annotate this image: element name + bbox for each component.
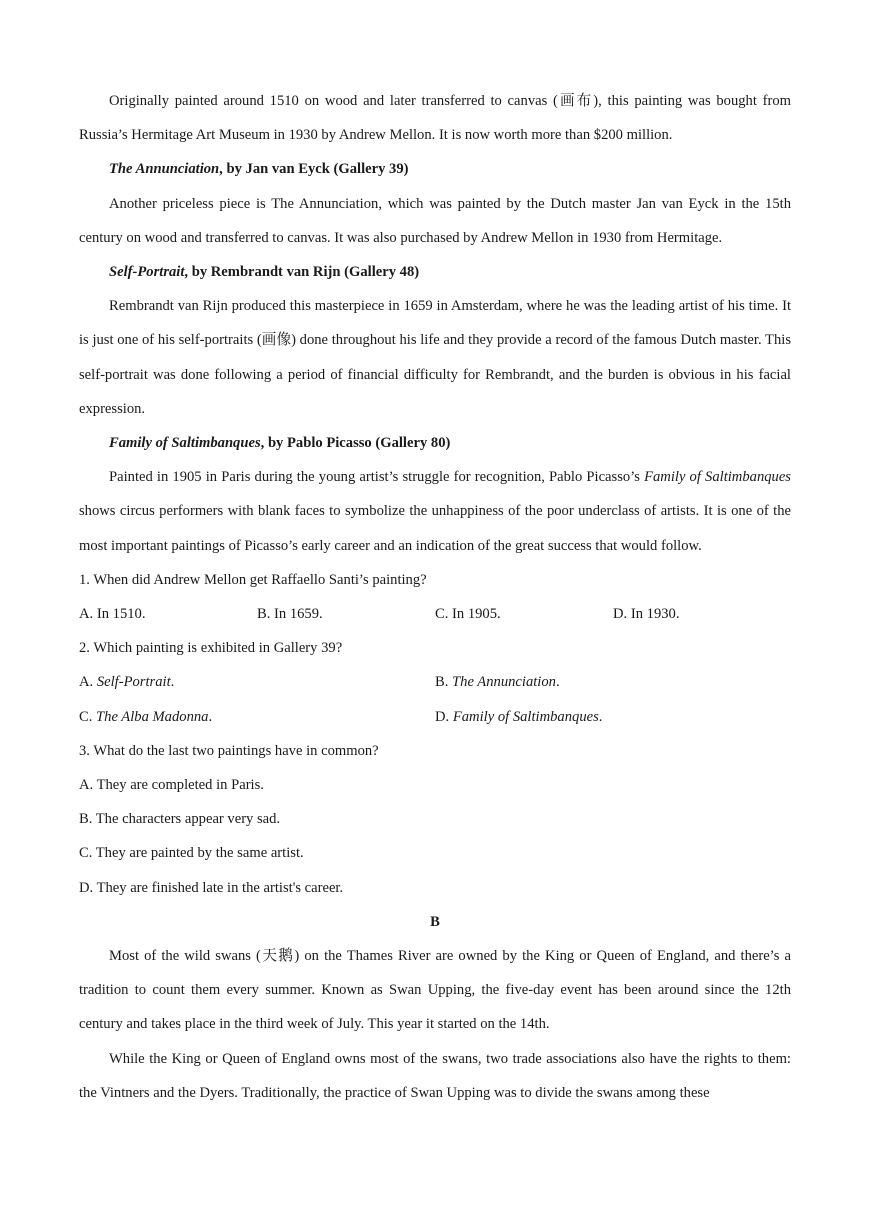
- question-1-option-b: B. In 1659.: [257, 606, 323, 623]
- question-2-option-b-label: B.: [435, 674, 453, 691]
- section-b-paragraph-1: Most of the wild swans (天鹅) on the Thames River are owned by the King or Queen of England, and there’s a tradition to count them every summer. Known as Swan Upping, the five-day event has been around since the 12th century and takes place in the third week of July. This year it started on the 14th.: [79, 948, 791, 1033]
- question-2-option-d-text: Family of Saltimbanques: [452, 708, 599, 725]
- question-2-option-b-period: .: [555, 674, 560, 691]
- section-b-heading: B: [430, 913, 440, 930]
- question-1-option-c: C. In 1905.: [435, 606, 501, 623]
- section-b-paragraph-2: While the King or Queen of England owns most of the swans, two trade associations also have the rights to them: the Vintners and the Dyers. Traditionally, the practice of Swan Upping was to divide the swans among these: [79, 1050, 791, 1101]
- question-1-stem: 1. When did Andrew Mellon get Raffaello Santi’s painting?: [79, 571, 427, 588]
- question-2-option-a-label: A.: [79, 674, 97, 691]
- question-2-option-d-period: .: [598, 708, 603, 725]
- document-page: [79, 84, 791, 1110]
- heading-self-portrait-title: Self-Portrait: [109, 264, 185, 281]
- question-2-options-row-1: [79, 665, 791, 699]
- question-2-option-c-text: The Alba Madonna: [96, 708, 209, 725]
- heading-annunciation-rest: , by Jan van Eyck (Gallery 39): [219, 161, 409, 178]
- question-2-option-c: [79, 700, 435, 734]
- question-2-option-d-label: D.: [435, 708, 453, 725]
- question-1-options: [79, 597, 791, 631]
- paragraph-annunciation: Another priceless piece is The Annunciation, which was painted by the Dutch master Jan van Eyck in the 15th century on wood and transferred to canvas. It was also purchased by Andrew Mellon in 1930 from Hermitage.: [79, 195, 791, 246]
- question-2-option-b-text: The Annunciation: [452, 674, 556, 691]
- paragraph-saltimbanques-italic: Family of Saltimbanques: [644, 469, 791, 486]
- question-2-option-c-label: C.: [79, 708, 97, 725]
- question-3-stem: 3. What do the last two paintings have in common?: [79, 742, 379, 759]
- heading-self-portrait: [79, 255, 791, 289]
- heading-saltimbanques: [79, 426, 791, 460]
- question-1-option-d: D. In 1930.: [613, 606, 680, 623]
- question-2-options-row-2: [79, 700, 791, 734]
- question-3-option-c: C. They are painted by the same artist.: [79, 845, 304, 862]
- heading-saltimbanques-rest: , by Pablo Picasso (Gallery 80): [260, 435, 451, 452]
- paragraph-saltimbanques-pre: Painted in 1905 in Paris during the young artist’s struggle for recognition, Pablo Picasso’s: [109, 469, 645, 486]
- question-3-option-a: A. They are completed in Paris.: [79, 777, 264, 794]
- heading-annunciation-title: The Annunciation: [109, 161, 220, 178]
- question-3-option-b: B. The characters appear very sad.: [79, 811, 281, 828]
- heading-saltimbanques-title: Family of Saltimbanques: [109, 435, 261, 452]
- question-2-stem: 2. Which painting is exhibited in Gallery 39?: [79, 640, 343, 657]
- paragraph-saltimbanques-post: shows circus performers with blank faces to symbolize the unhappiness of the poor underclass of artists. It is one of the most important paintings of Picasso’s early career and an indication of the great success that would follow.: [79, 503, 791, 554]
- heading-self-portrait-rest: , by Rembrandt van Rijn (Gallery 48): [184, 264, 420, 281]
- question-2-option-b: [435, 665, 791, 699]
- question-2-option-a: [79, 665, 435, 699]
- question-2-option-a-period: .: [170, 674, 175, 691]
- paragraph-painting-origin: Originally painted around 1510 on wood and later transferred to canvas (画布), this painting was bought from Russia’s Hermitage Art Museum in 1930 by Andrew Mellon. It is now worth more than $200 million.: [79, 93, 791, 144]
- question-3-option-d: D. They are finished late in the artist's career.: [79, 879, 344, 896]
- question-2-option-a-text: Self-Portrait: [96, 674, 171, 691]
- question-2-option-c-period: .: [208, 708, 213, 725]
- paragraph-saltimbanques: [79, 460, 791, 563]
- heading-annunciation: [79, 152, 791, 186]
- paragraph-self-portrait: Rembrandt van Rijn produced this masterpiece in 1659 in Amsterdam, where he was the leading artist of his time. It is just one of his self-portraits (画像) done throughout his life and they provide a record of the famous Dutch master. This self-portrait was done following a period of financial difficulty for Rembrandt, and the burden is obvious in his facial expression.: [79, 298, 791, 417]
- question-2-option-d: [435, 700, 791, 734]
- question-1-option-a: A. In 1510.: [79, 606, 146, 623]
